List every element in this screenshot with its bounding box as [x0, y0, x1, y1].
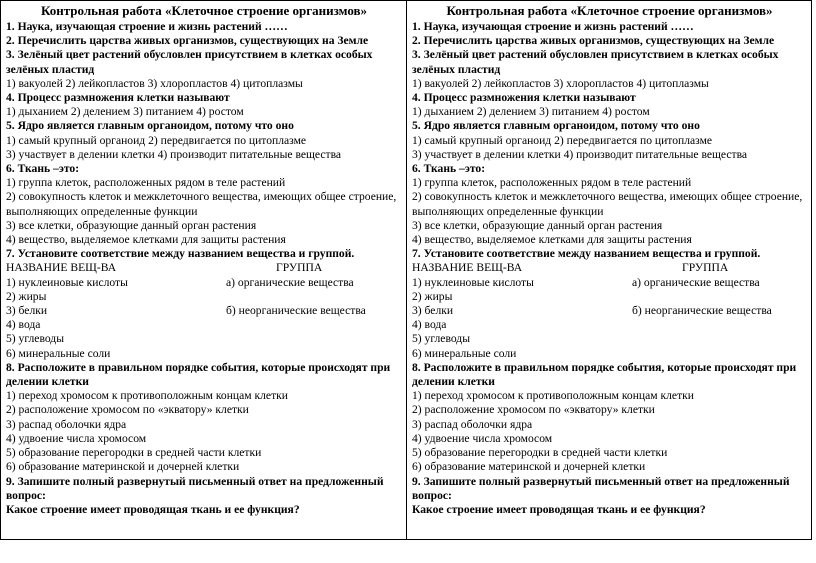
question-3: 3. Зелёный цвет растений обусловлен присутствием в клетках особых зелёных пластид — [6, 48, 373, 76]
question-8-item: 3) распад оболочки ядра — [6, 417, 127, 431]
question-6-option: 2) совокупность клеток и межклеточного вещества, имеющих общее строение, выполняющих определенные функции — [6, 190, 397, 218]
question-6-option: 3) все клетки, образующие данный орган растения — [412, 218, 663, 232]
question-7-header-right: ГРУППА — [682, 261, 729, 275]
question-5: 5. Ядро является главным органоидом, потому что оно — [412, 119, 700, 133]
question-6: 6. Ткань –это: — [6, 162, 80, 176]
question-5-option-line: 1) самый крупный органоид 2) передвигается по цитоплазме — [6, 133, 307, 147]
question-6-option: 1) группа клеток, расположенных рядом в теле растений — [6, 176, 286, 190]
question-7-group: а) органические вещества — [632, 275, 760, 289]
question-7-item: 3) белки — [412, 304, 454, 318]
question-7-item: 2) жиры — [412, 289, 453, 303]
question-2: 2. Перечислить царства живых организмов, существующих на Земле — [6, 34, 369, 48]
question-8-item: 1) переход хромосом к противоположным концам клетки — [6, 389, 288, 403]
question-4: 4. Процесс размножения клетки называют — [6, 91, 230, 105]
question-7-item: 4) вода — [412, 318, 447, 332]
question-6-option: 1) группа клеток, расположенных рядом в теле растений — [412, 176, 692, 190]
question-7-group: а) органические вещества — [226, 275, 354, 289]
question-8-item: 6) образование материнской и дочерней клетки — [412, 460, 646, 474]
question-8-item: 4) удвоение числа хромосом — [412, 431, 553, 445]
question-7-header-right: ГРУППА — [276, 261, 323, 275]
question-7-item: 4) вода — [6, 318, 41, 332]
question-7: 7. Установите соответствие между названием вещества и группой. — [412, 247, 761, 261]
question-4: 4. Процесс размножения клетки называют — [412, 91, 636, 105]
question-8: 8. Расположите в правильном порядке события, которые происходят при делении клетки — [412, 360, 797, 389]
question-7-item: 1) нуклеиновые кислоты — [412, 275, 534, 289]
question-9-prompt: Какое строение имеет проводящая ткань и ее функция? — [6, 502, 300, 516]
question-7-row — [412, 304, 807, 318]
question-9-prompt: Какое строение имеет проводящая ткань и ее функция? — [412, 502, 706, 516]
question-6: 6. Ткань –это: — [412, 162, 486, 176]
question-7-item: 5) углеводы — [412, 332, 470, 346]
question-3: 3. Зелёный цвет растений обусловлен присутствием в клетках особых зелёных пластид — [412, 48, 779, 76]
question-2: 2. Перечислить царства живых организмов, существующих на Земле — [412, 34, 775, 48]
question-8-item: 5) образование перегородки в средней части клетки — [412, 446, 668, 460]
question-6-option: 2) совокупность клеток и межклеточного вещества, имеющих общее строение, выполняющих определенные функции — [412, 190, 803, 218]
question-8-item: 3) распад оболочки ядра — [412, 417, 533, 431]
question-7-header-left: НАЗВАНИЕ ВЕЩ-ВА — [6, 261, 117, 275]
question-7-group: б) неорганические вещества — [632, 304, 772, 318]
question-7-header-row — [412, 261, 807, 275]
question-6-option: 4) вещество, выделяемое клетками для защиты растения — [412, 233, 692, 247]
question-6-option: 3) все клетки, образующие данный орган растения — [6, 218, 257, 232]
question-5-option-line: 3) участвует в делении клетки 4) производит питательные вещества — [6, 147, 342, 161]
question-7-item: 2) жиры — [6, 289, 47, 303]
question-5-option-line: 3) участвует в делении клетки 4) производит питательные вещества — [412, 147, 748, 161]
question-5-option-line: 1) самый крупный органоид 2) передвигается по цитоплазме — [412, 133, 713, 147]
question-3-options: 1) вакуолей 2) лейкопластов 3) хлоропластов 4) цитоплазмы — [412, 76, 709, 90]
question-8-item: 2) расположение хромосом по «экватору» клетки — [412, 403, 655, 417]
question-7-item: 6) минеральные соли — [6, 346, 111, 360]
question-7: 7. Установите соответствие между названием вещества и группой. — [6, 247, 355, 261]
question-4-options: 1) дыханием 2) делением 3) питанием 4) ростом — [412, 105, 650, 119]
worksheet-title: Контрольная работа «Клеточное строение организмов» — [40, 3, 368, 18]
question-7-row — [6, 304, 402, 318]
question-7-item: 1) нуклеиновые кислоты — [6, 275, 128, 289]
question-7-group: б) неорганические вещества — [226, 304, 366, 318]
question-7-row — [6, 276, 402, 290]
question-8-item: 2) расположение хромосом по «экватору» клетки — [6, 403, 249, 417]
question-8-item: 1) переход хромосом к противоположным концам клетки — [412, 389, 694, 403]
question-1: 1. Наука, изучающая строение и жизнь растений …… — [412, 20, 694, 33]
question-5: 5. Ядро является главным органоидом, потому что оно — [6, 119, 294, 133]
question-4-options: 1) дыханием 2) делением 3) питанием 4) ростом — [6, 105, 244, 119]
question-3-options: 1) вакуолей 2) лейкопластов 3) хлоропластов 4) цитоплазмы — [6, 76, 303, 90]
question-8-item: 4) удвоение числа хромосом — [6, 431, 147, 445]
worksheet-title: Контрольная работа «Клеточное строение организмов» — [446, 3, 773, 18]
question-1: 1. Наука, изучающая строение и жизнь растений …… — [6, 20, 288, 33]
worksheet-column-right — [406, 1, 811, 539]
question-7-header-row — [6, 261, 402, 275]
worksheet-column-left — [1, 1, 406, 539]
question-8: 8. Расположите в правильном порядке события, которые происходят при делении клетки — [6, 360, 391, 389]
question-8-item: 5) образование перегородки в средней части клетки — [6, 446, 262, 460]
question-7-header-left: НАЗВАНИЕ ВЕЩ-ВА — [412, 261, 523, 275]
question-7-item: 5) углеводы — [6, 332, 64, 346]
question-8-item: 6) образование материнской и дочерней клетки — [6, 460, 240, 474]
question-7-item: 3) белки — [6, 304, 48, 318]
question-7-row — [412, 276, 807, 290]
question-6-option: 4) вещество, выделяемое клетками для защиты растения — [6, 233, 286, 247]
question-9: 9. Запишите полный развернутый письменный ответ на предложенный вопрос: — [6, 474, 384, 502]
question-9: 9. Запишите полный развернутый письменный ответ на предложенный вопрос: — [412, 474, 790, 502]
question-7-item: 6) минеральные соли — [412, 346, 517, 360]
